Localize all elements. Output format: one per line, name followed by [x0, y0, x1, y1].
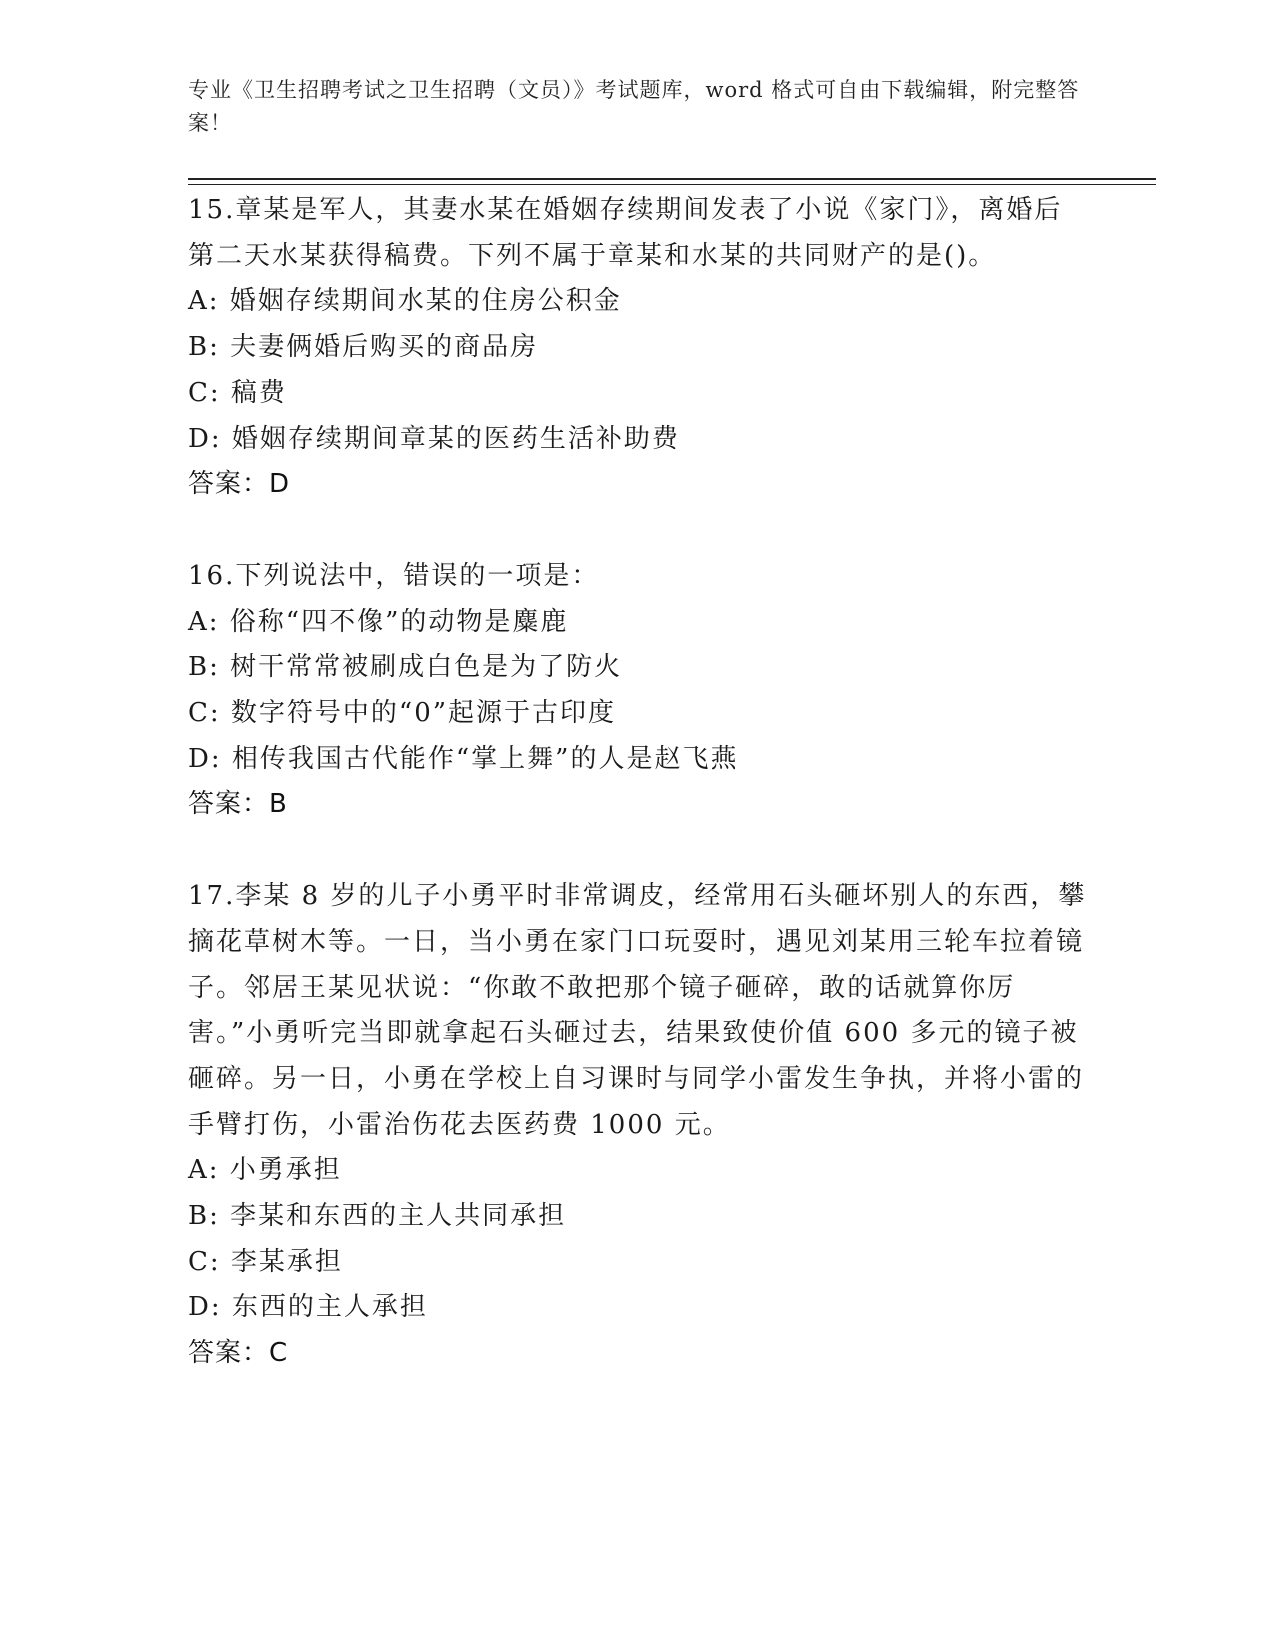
option-b: B: 夫妻俩婚后购买的商品房 [188, 332, 539, 363]
answer-line: 答案：C [188, 1338, 289, 1369]
option-c: C: 李某承担 [188, 1246, 343, 1277]
question-15 [188, 188, 1088, 508]
answer-line: 答案：D [188, 469, 291, 500]
question-stem: 17.李某 8 岁的儿子小勇平时非常调皮，经常用石头砸坏别人的东西，攀摘花草树木等。一日，当小勇在家门口玩耍时，遇见刘某用三轮车拉着镜子。邻居王某见状说：“你敢不敢把那个镜子砸碎，敢的话就算你厉害。”小勇听完当即就拿起石头砸过去，结果致使价值 600 多元的镜子被砸碎。另一日，小勇在学校上自习课时与同学小雷发生争执，并将小雷的手臂打伤，小雷治伤花去医药费 1000 元。 [188, 881, 1087, 1140]
option-d: D: 相传我国古代能作“掌上舞”的人是赵飞燕 [188, 743, 739, 774]
option-a: A: 俗称“四不像”的动物是麋鹿 [188, 606, 569, 637]
option-a: A: 小勇承担 [188, 1155, 342, 1186]
option-b: B: 李某和东西的主人共同承担 [188, 1201, 567, 1232]
option-a: A: 婚姻存续期间水某的住房公积金 [188, 286, 622, 317]
header-divider [188, 178, 1156, 180]
question-17 [188, 874, 1088, 1377]
option-d: D: 婚姻存续期间章某的医药生活补助费 [188, 423, 680, 454]
option-c: C: 稿费 [188, 377, 287, 408]
question-stem: 15.章某是军人，其妻水某在婚姻存续期间发表了小说《家门》，离婚后第二天水某获得稿费。下列不属于章某和水某的共同财产的是()。 [188, 195, 1063, 271]
header-divider-thin [188, 184, 1156, 185]
page-header: 专业《卫生招聘考试之卫生招聘（文员）》考试题库，word 格式可自由下载编辑，附完整答案！ [188, 78, 1080, 135]
answer-line: 答案：B [188, 789, 288, 820]
option-b: B: 树干常常被刷成白色是为了防火 [188, 652, 623, 683]
question-list [188, 188, 1088, 1377]
question-spacer [188, 508, 1088, 554]
option-c: C: 数字符号中的“0”起源于古印度 [188, 698, 617, 729]
question-stem: 16.下列说法中，错误的一项是： [188, 560, 600, 591]
option-d: D: 东西的主人承担 [188, 1292, 428, 1323]
question-spacer [188, 828, 1088, 874]
question-16 [188, 554, 1088, 828]
